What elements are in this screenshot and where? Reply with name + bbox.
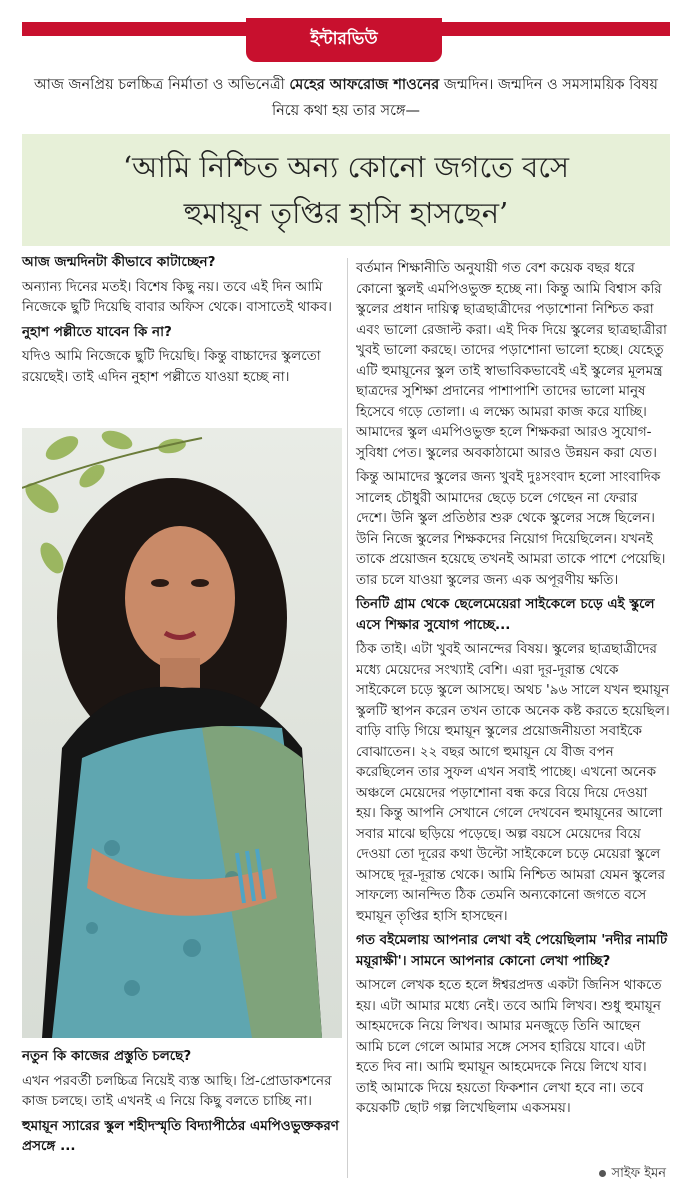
answer: কিন্তু আমাদের স্কুলের জন্য খুবই দুঃসংবাদ হলো সাংবাদিক সালেহ চৌধুরী আমাদের ছেড়ে চলে গেছেন না ফেরার দেশে। উনি স্কুল প্রতিষ্ঠার শুরু থেকে স্কুলের সঙ্গে ছিলেন। উনি নিজে স্কুলের শিক্ষকদের নিয়োগ দিয়েছিলেন। যখনই তাকে প্রয়োজন হয়েছে তখনই আমরা তাকে পাশে পেয়েছি। তার চলে যাওয়া স্কুলের জন্য এক অপূরণীয় ক্ষতি। [356, 469, 666, 588]
photo-credit [599, 1164, 667, 1185]
answer: ঠিক তাই। এটা খুবই আনন্দের বিষয়। স্কুলের ছাত্রছাত্রীদের মধ্যে মেয়েদের সংখ্যাই বেশি। এরা দূর-দূরান্ত থেকে সাইকেলে চড়ে স্কুলে আসছে। অথচ '৯৬ সালে যখন হুমায়ূন স্কুলটি স্থাপন করেন তখন তাকে অনেক কষ্ট করতে হয়েছিল। বাড়ি বাড়ি গিয়ে হুমায়ূন স্কুলের প্রয়োজনীয়তা সবাইকে বোঝাতেন। ২২ বছর আগে হুমায়ূন যে বীজ বপন করেছিলেন তার সুফল এখন সবাই পাচ্ছে। এখনো অনেক অঞ্চলে মেয়েদের পড়াশোনা বন্ধ করে বিয়ে দিয়ে দেওয়া হয়। কিন্তু আপনি সেখানে গেলে দেখবেন হুমায়ূনের আলো সবার মাঝে ছড়িয়ে পড়েছে। অল্প বয়সে মেয়েদের বিয়ে দেওয়া তো দূরের কথা উল্টো সাইকেলে চড়ে মেয়েরা স্কুলে আসছে দূর-দূরান্ত থেকে। আমি নিশ্চিত আমরা যেমন স্কুলের সাফল্যে আনন্দিত ঠিক তেমনি অন্যকোনো জগতে বসে হুমায়ূন তৃপ্তির হাসি হাসছেন। [356, 641, 670, 924]
question: আজ জন্মদিনটা কীভাবে কাটাচ্ছেন? [22, 254, 216, 270]
credit-name: সাইফ ইমন [611, 1166, 666, 1181]
answer: অন্যান্য দিনের মতই। বিশেষ কিছু নয়। তবে এই দিন আমি নিজেকে ছুটি দিয়েছি বাবার অফিস থেকে। বাসাতেই থাকব। [22, 278, 332, 315]
intro-part2: জন্মদিন। জন্মদিন ও সমসাময়িক বিষয় নিয়ে কথা হয় তার সঙ্গে— [271, 77, 658, 119]
left-column-bottom [22, 1046, 340, 1161]
intro-name: মেহের আফরোজ শাওনের [289, 77, 440, 93]
answer: বর্তমান শিক্ষানীতি অনুযায়ী গত বেশ কয়েক বছর ধরে কোনো স্কুলই এমপিওভুক্ত হচ্ছে না। কিন্তু আমি বিশ্বাস করি স্কুলের প্রধান দায়িত্ব ছাত্রছাত্রীদের পড়াশোনা নিশ্চিত করা এবং ভালো রেজাল্ট করা। এই দিক দিয়ে স্কুলের ছাত্রছাত্রীরা খুবই ভালো করছে। তাদের পড়াশোনা ভালো হচ্ছে। যেহেতু এটি হুমায়ূনের স্কুল তাই স্বাভাবিকভাবেই এই স্কুলের মূলমন্ত্র ছাত্রদের সুশিক্ষা প্রদানের পাশাপাশি তাদের ভালো মানুষ হিসেবে গড়ে তোলা। এ লক্ষ্যে আমরা কাজ করে যাচ্ছি। আমাদের স্কুল এমপিওভুক্ত হলে শিক্ষকরা আরও সুযোগ-সুবিধা পেত। স্কুলের অবকাঠামো আরও উন্নয়ন করা যেত। [356, 260, 667, 461]
question: হুমায়ূন স্যারের স্কুল শহীদস্মৃতি বিদ্যাপীঠের এমপিওভুক্তকরণ প্রসঙ্গে ... [22, 1117, 339, 1154]
intro-part1: আজ জনপ্রিয় চলচ্চিত্র নির্মাতা ও অভিনেত্রী [34, 77, 290, 93]
bullet-icon [599, 1170, 606, 1177]
intro-text [28, 72, 664, 124]
headline-line2: হুমায়ূন তৃপ্তির হাসি হাসছেন’ [183, 196, 509, 230]
portrait-illustration [22, 428, 342, 1038]
portrait-photo [22, 428, 342, 1038]
answer: যদিও আমি নিজেকে ছুটি দিয়েছি। কিন্তু বাচ্চাদের স্কুলতো রয়েছেই। তাই এদিন নুহাশ পল্লীতে যাওয়া হচ্ছে না। [22, 348, 321, 385]
headline-line1: ‘আমি নিশ্চিত অন্য কোনো জগতে বসে [122, 150, 570, 184]
question: তিনটি গ্রাম থেকে ছেলেমেয়েরা সাইকেলে চড়ে এই স্কুলে এসে শিক্ষার সুযোগ পাচ্ছে... [356, 596, 655, 633]
headline [22, 144, 670, 236]
section-tag: ইন্টারভিউ [246, 18, 442, 62]
question: গত বইমেলায় আপনার লেখা বই পেয়েছিলাম 'নদীর নামটি ময়ূরাক্ষী'। সামনে আপনার কোনো লেখা পাচ্ছি? [356, 932, 668, 969]
question: নুহাশ পল্লীতে যাবেন কি না? [22, 323, 172, 340]
answer: এখন পরবর্তী চলচ্চিত্র নিয়েই ব্যস্ত আছি। প্রি-প্রোডাকশনের কাজ চলছে। তাই এখনই এ নিয়ে কিছু বলতে চাচ্ছি না। [22, 1072, 332, 1109]
left-column-top [22, 252, 340, 391]
answer: আসলে লেখক হতে হলে ঈশ্বরপ্রদত্ত একটা জিনিস থাকতে হয়। এটা আমার মধ্যে নেই। তবে আমি লিখব। শুধু হুমায়ূন আহমদেকে নিয়ে লিখব। আমার মনজুড়ে তিনি আছেন আমি চলে গেলে আমার সঙ্গে সেসব হারিয়ে যাবে। এটা হতে দিব না। আমি হুমায়ূন আহমেদকে নিয়ে লিখে যাব। তাই আমাকে দিয়ে হয়তো ফিকশান লেখা হবে না। তবে কয়েকটি ছোট গল্প লিখেছিলাম একসময়। [356, 977, 662, 1116]
question: নতুন কি কাজের প্রস্তুতি চলছে? [22, 1048, 192, 1064]
column-divider [347, 258, 348, 1178]
right-column [356, 258, 670, 1123]
